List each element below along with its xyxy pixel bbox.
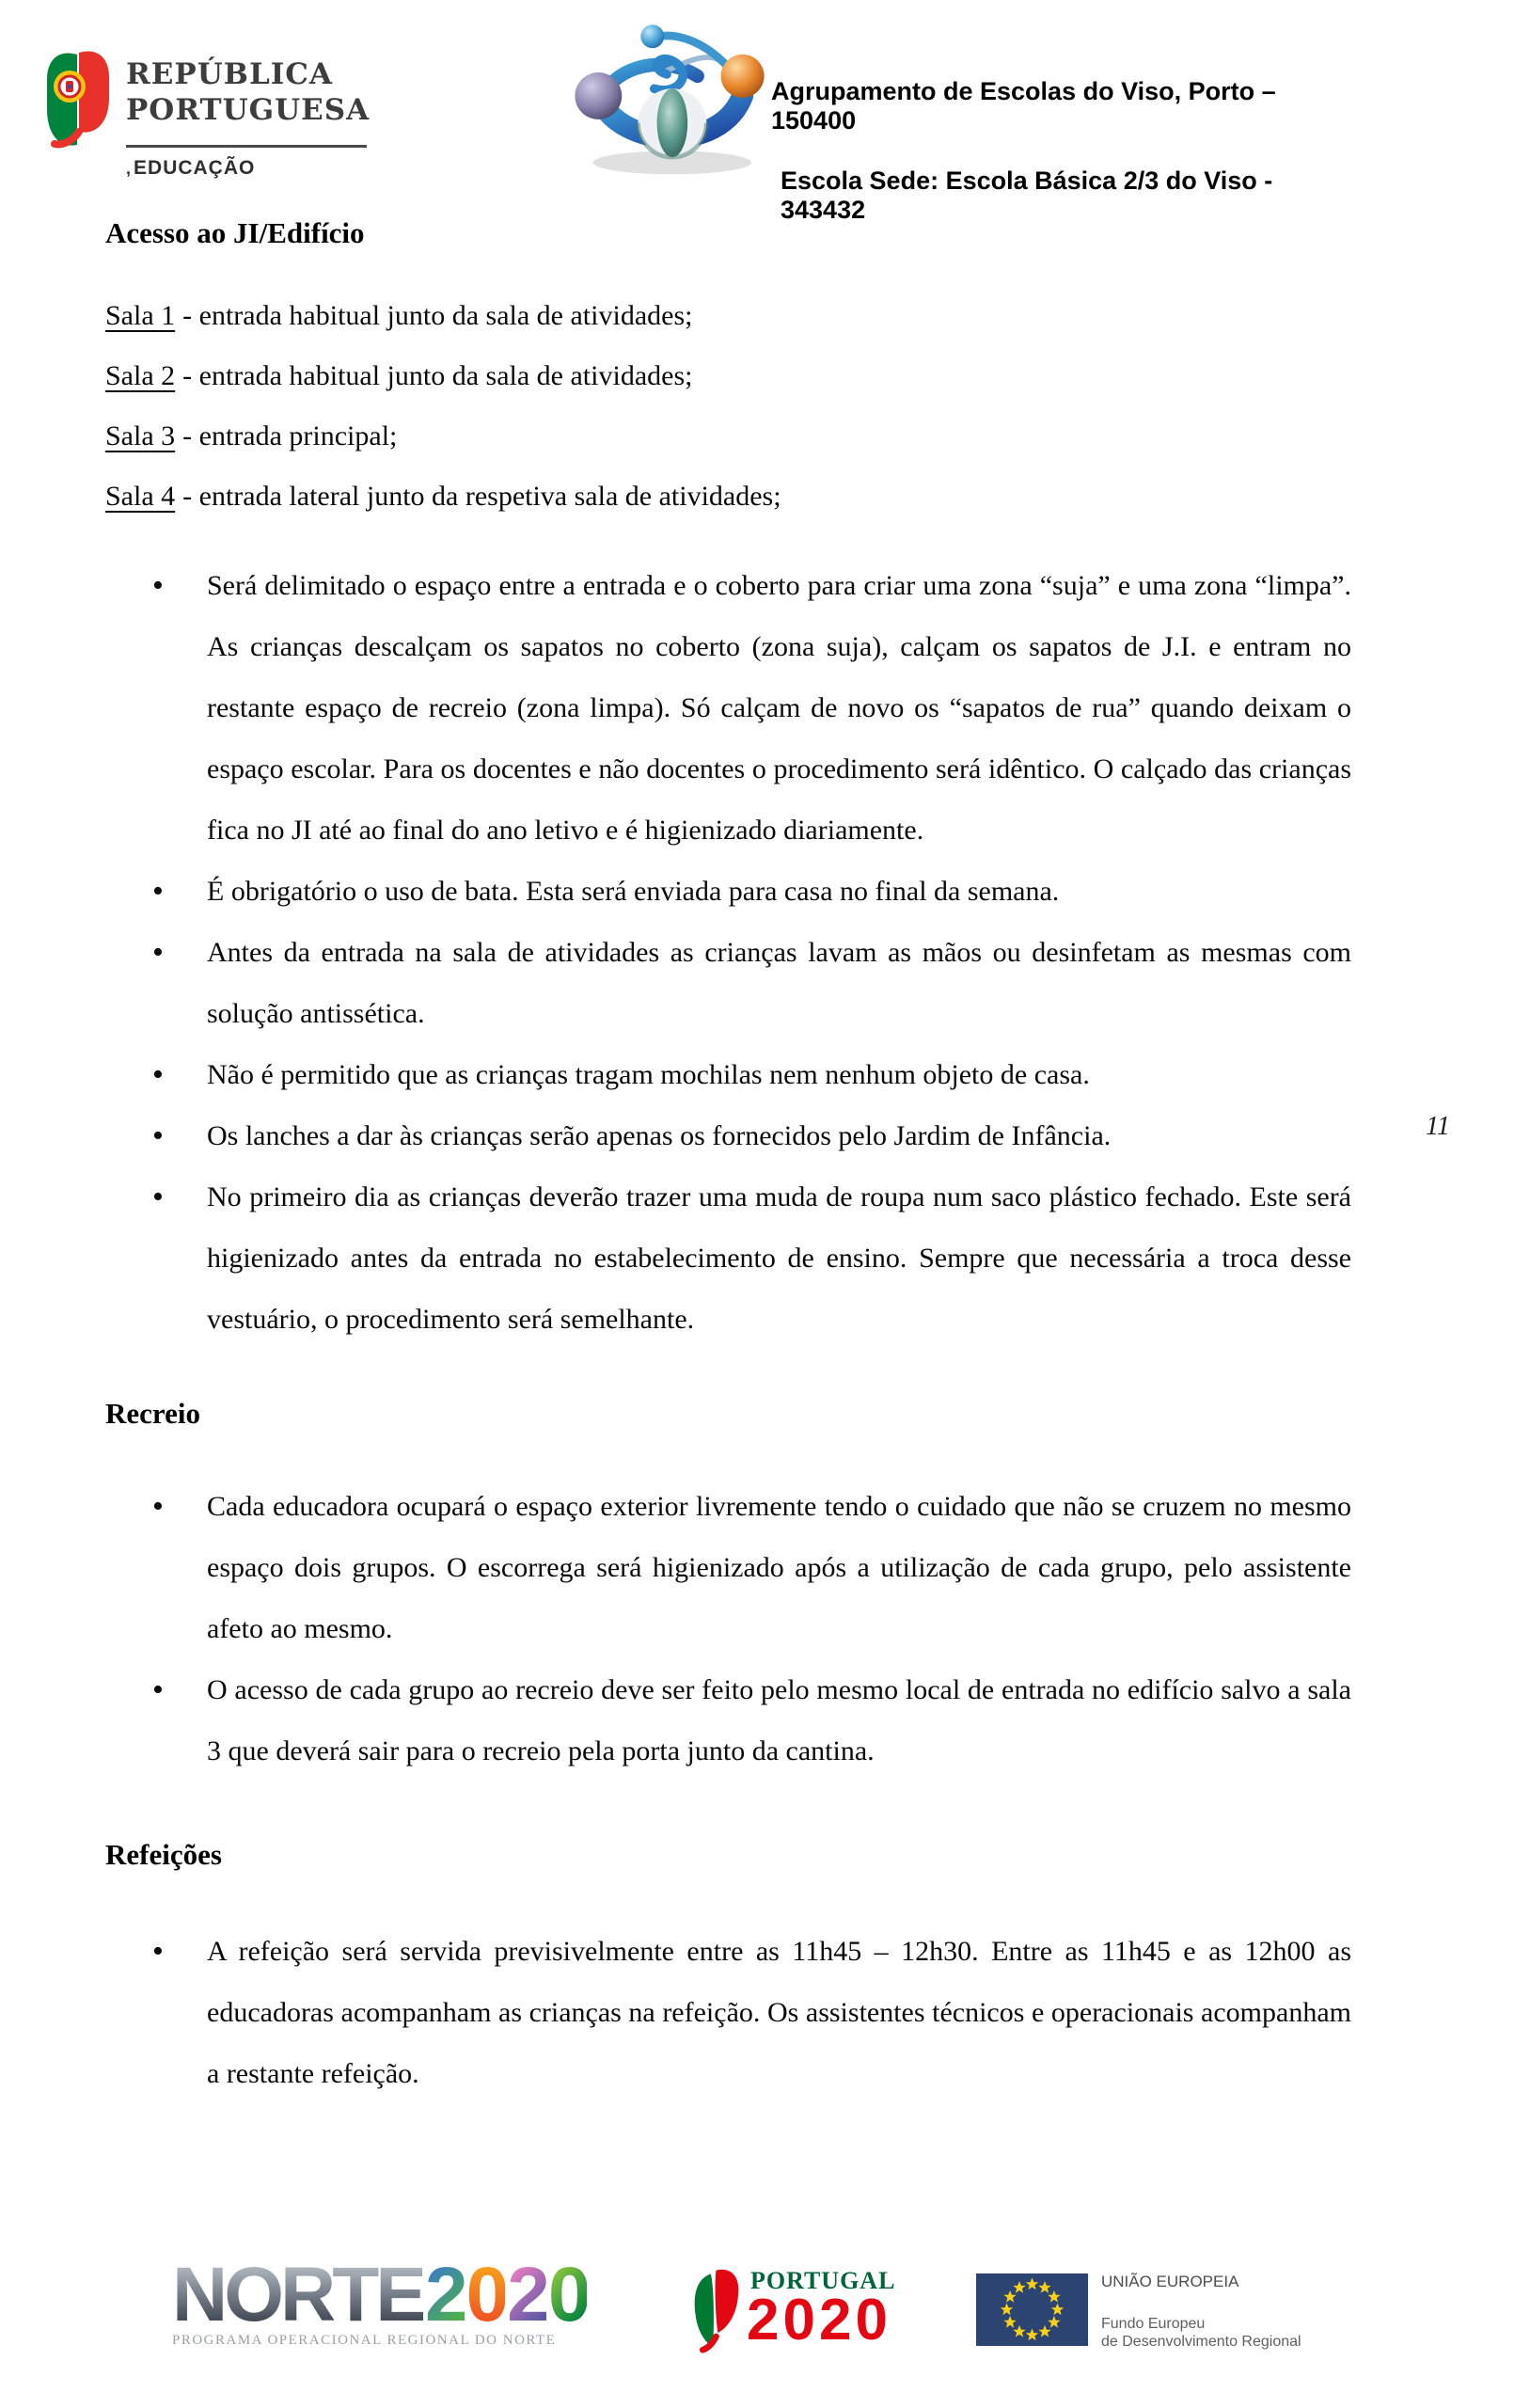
comma-mark: ,	[126, 159, 133, 178]
bullet-item: • Os lanches a dar às crianças serão apenas os fornecidos pelo Jardim de Infância.	[105, 1105, 1351, 1166]
sala-line-1	[105, 286, 1351, 346]
page-number: 11	[1426, 1112, 1450, 1141]
section-title-recreio: Recreio	[105, 1397, 200, 1430]
sala-1-text: - entrada habitual junto da sala de atividades;	[182, 300, 693, 331]
salas-list	[105, 286, 1351, 527]
norte-text: NORTE	[172, 2252, 423, 2337]
school-logo-icon	[562, 9, 777, 181]
sala-2-text: - entrada habitual junto da sala de atividades;	[182, 360, 693, 391]
sala-4-text: - entrada lateral junto da respetiva sala de atividades;	[182, 481, 781, 512]
bullet-item: • Não é permitido que as crianças tragam mochilas nem nenhum objeto de casa.	[105, 1044, 1351, 1105]
portugal-flag-icon	[41, 49, 115, 152]
bullet-item: • É obrigatório o uso de bata. Esta será enviada para casa no final da semana.	[105, 861, 1351, 922]
eu-fund-text	[1101, 2315, 1301, 2351]
sala-line-4	[105, 467, 1351, 527]
eu-logo-text	[1101, 2273, 1301, 2351]
refeicoes-bullet-list	[105, 1921, 1351, 2104]
sala-1-label: Sala 1	[105, 300, 176, 331]
acesso-bullet-list	[105, 555, 1351, 1350]
norte-digit: 0	[547, 2252, 588, 2337]
page-header	[0, 0, 1530, 224]
eu-flag-icon	[976, 2273, 1088, 2346]
school-header-text	[771, 77, 1298, 225]
sala-4-label: Sala 4	[105, 481, 176, 512]
sala-3-text: - entrada principal;	[182, 420, 398, 452]
portugal-year-text: 2020	[747, 2288, 891, 2353]
bullet-item: • Antes da entrada na sala de atividades as crianças lavam as mãos ou desinfetam as mesmas com solução antissética.	[105, 922, 1351, 1044]
norte-digit: 0	[465, 2252, 506, 2337]
eu-fund-line1: Fundo Europeu	[1101, 2316, 1206, 2332]
norte-tagline: PROGRAMA OPERACIONAL REGIONAL DO NORTE	[172, 2333, 557, 2348]
bullet-item: • No primeiro dia as crianças deverão trazer uma muda de roupa num saco plástico fechado. Este será higienizado antes da entrada no estabelecimento de ensino. Sempre que necessária a troca desse vestuário, o procedimento será semelhante.	[105, 1166, 1351, 1350]
bullet-item: • A refeição será servida previsivelmente entre as 11h45 – 12h30. Entre as 11h45 e as 12h00 as educadoras acompanham as crianças na refeição. Os assistentes técnicos e operacionais acompanham a restante refeição.	[105, 1921, 1351, 2104]
portugal2020-text	[747, 2265, 896, 2354]
recreio-bullet-list	[105, 1476, 1351, 1782]
section-title-acesso: Acesso ao JI/Edifício	[105, 216, 365, 249]
eu-fund-line2: de Desenvolvimento Regional	[1101, 2334, 1301, 2350]
section-title-refeicoes: Refeições	[105, 1838, 222, 1871]
norte2020-wordmark	[172, 2252, 588, 2337]
eu-title: UNIÃO EUROPEIA	[1101, 2273, 1239, 2290]
school-sede-name: Escola Sede: Escola Básica 2/3 do Viso - 343432	[781, 166, 1273, 224]
bullet-item: • O acesso de cada grupo ao recreio deve ser feito pelo mesmo local de entrada no edifício salvo a sala 3 que deverá sair para o recreio pela porta junto da cantina.	[105, 1659, 1351, 1782]
sala-3-label: Sala 3	[105, 420, 176, 452]
sala-line-2	[105, 346, 1351, 406]
gov-logo-line1: REPÚBLICA	[126, 57, 333, 91]
portugal2020-logo	[689, 2265, 895, 2354]
portugal-text: PORTUGAL	[750, 2267, 896, 2294]
sala-line-3	[105, 406, 1351, 467]
norte2020-logo	[172, 2252, 588, 2349]
gov-logo-divider	[126, 145, 367, 148]
portugal2020-leaf-icon	[689, 2265, 743, 2354]
bullet-item: • Cada educadora ocupará o espaço exterior livremente tendo o cuidado que não se cruzem no mesmo espaço dois grupos. O escorrega será higienizado após a utilização de cada grupo, pelo assistente afeto ao mesmo.	[105, 1476, 1351, 1659]
bullet-item: • Será delimitado o espaço entre a entrada e o coberto para criar uma zona “suja” e uma zona “limpa”. As crianças descalçam os sapatos no coberto (zona suja), calçam os sapatos de J.I. e entram no restante espaço de recreio (zona limpa). Só calçam de novo os “sapatos de rua” quando deixam o espaço escolar. Para os docentes e não docentes o procedimento será idêntico. O calçado das crianças fica no JI até ao final do ano letivo e é higienizado diariamente.	[105, 555, 1351, 861]
uniao-europeia-logo	[976, 2273, 1301, 2351]
sala-2-label: Sala 2	[105, 360, 176, 391]
school-group-name: Agrupamento de Escolas do Viso, Porto – 150400	[771, 77, 1276, 135]
gov-logo-text	[126, 56, 370, 180]
gov-logo-education: ,EDUCAÇÃO	[126, 157, 256, 179]
norte-digit: 2	[425, 2252, 465, 2337]
document-body	[105, 214, 1351, 2104]
gov-logo-line2: PORTUGUESA	[126, 93, 371, 127]
norte-digit: 2	[507, 2252, 546, 2337]
page-footer	[0, 2252, 1530, 2408]
